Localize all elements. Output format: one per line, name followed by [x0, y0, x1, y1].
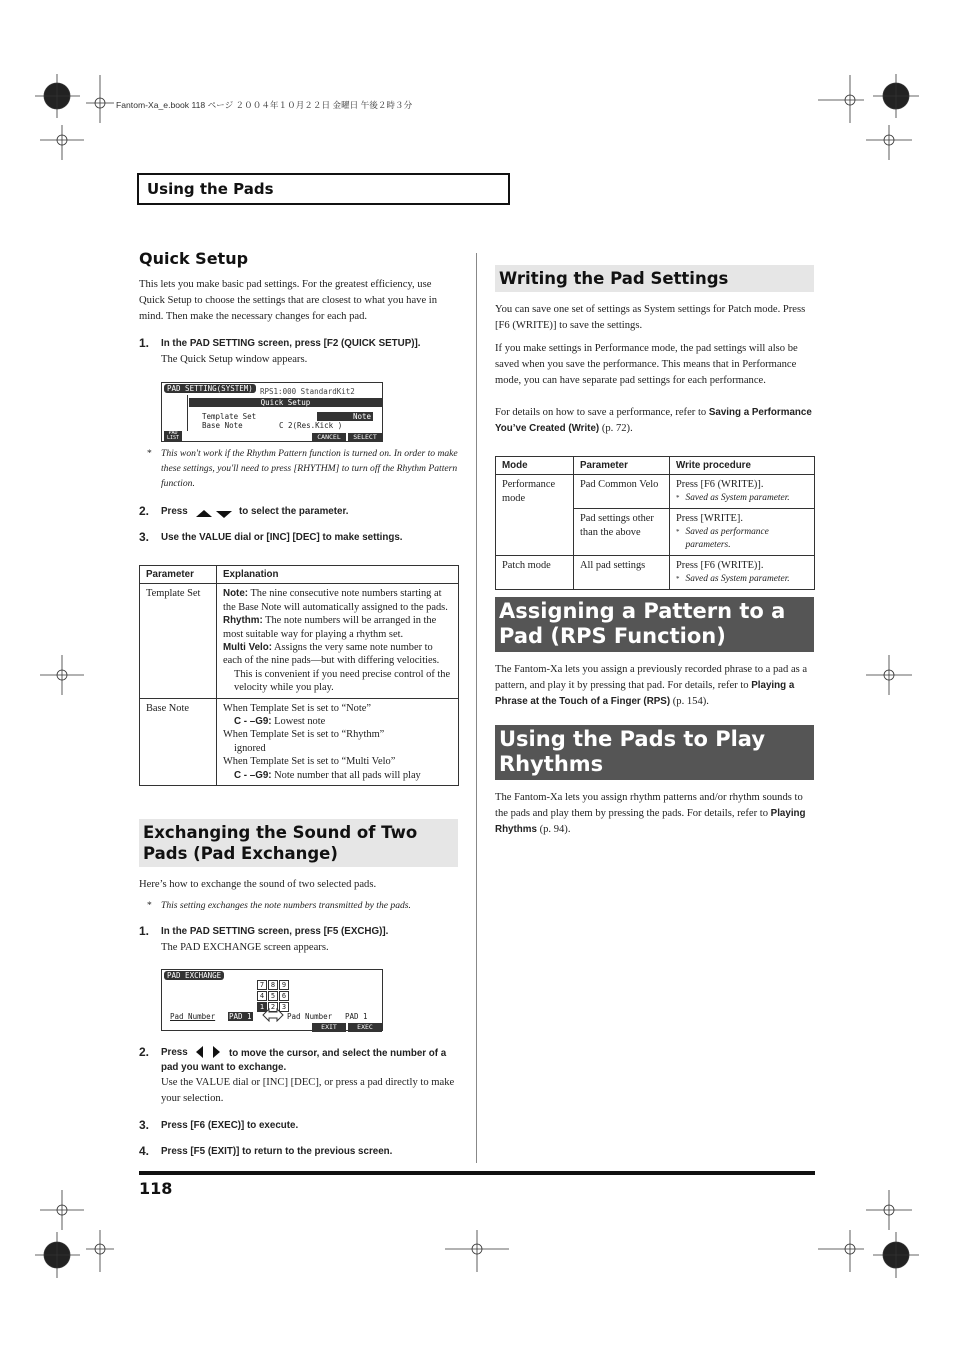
rps-p1: [495, 662, 813, 710]
label-multi-velo: Multi Velo:: [223, 642, 272, 654]
writing-p2: If you make settings in Performance mode, the pad settings will also be saved when you save the performance. This means that in Performance mode, you can have separate pad settings for each performance.: [495, 343, 798, 386]
quick-setup-heading: Quick Setup: [139, 249, 249, 268]
qs-step2-b: to select the parameter.: [239, 506, 349, 517]
wt-r2-param: Pad settings other than the above: [574, 509, 670, 556]
qs-table-r1-expl: [217, 584, 459, 698]
chapter-title: Using the Pads: [147, 180, 274, 198]
px-step2-b-text: to move the cursor, and select the number of a pad you want to exchange.: [161, 1048, 447, 1073]
px-step1-num: 1.: [139, 924, 150, 938]
qs-table-col-param: Parameter: [140, 566, 217, 584]
quick-setup-lcd: [161, 382, 383, 442]
proc-note: Saved as performance parameters.: [685, 526, 769, 551]
lcd-kit: RPS1:000 StandardKit2: [260, 387, 355, 396]
writing-p1: You can save one set of settings as System settings for Patch mode. Press [F6 (WRITE)] to save the settings.: [495, 304, 806, 331]
table-row: [140, 698, 459, 785]
qs-table-r2-expl: [217, 698, 459, 785]
px-note: This setting exchanges the note numbers transmitted by the pads.: [161, 900, 411, 911]
wt-perf-mode: Performance mode: [496, 475, 574, 556]
lcd-row1-label: Template Set: [202, 412, 257, 421]
proc-text: Press [F6 (WRITE)].: [676, 560, 764, 572]
pad-7[interactable]: 7: [257, 980, 267, 990]
px-step2-result: Use the VALUE dial or [INC] [DEC], or press a pad directly to make your selection.: [161, 1077, 455, 1104]
column-divider: [476, 253, 477, 1163]
qs-step1-num: 1.: [139, 336, 150, 350]
label-range: C - –G9:: [234, 769, 272, 781]
lcd-title: PAD EXCHANGE: [164, 971, 224, 980]
pad-3[interactable]: 3: [279, 1002, 289, 1012]
rhythms-p1-a: The Fantom-Xa lets you assign rhythm patterns and/or rhythm sounds to the pads and play them by pressing the pads. For details, refer to: [495, 792, 803, 819]
lcd-left-label: Pad Number: [170, 1012, 216, 1021]
lcd-right-value[interactable]: PAD 1: [345, 1012, 368, 1021]
table-row: [496, 556, 815, 590]
pad-exchange-heading: Exchanging the Sound of Two Pads (Pad Exchange): [139, 819, 458, 867]
lcd-row2-value[interactable]: C 2(Res.Kick ): [279, 421, 343, 430]
wt-r1-proc: [670, 475, 815, 509]
px-step3: Press [F6 (EXEC)] to execute.: [161, 1120, 299, 1131]
qs-step2-a: Press: [161, 506, 188, 517]
px-step4-num: 4.: [139, 1144, 150, 1158]
text-note: The nine consecutive note numbers starting at the Base Note will automatically assigned to the pads.: [223, 588, 448, 613]
rps-heading: Assigning a Pattern to a Pad (RPS Function): [495, 597, 814, 652]
lcd-left-value[interactable]: PAD 1: [229, 1012, 252, 1021]
px-step2-a: Press: [161, 1047, 188, 1058]
rps-p1-a: The Fantom-Xa lets you assign a previously recorded phrase to a pad as a pattern, and play it by pressing that pad. For details, refer to: [495, 664, 808, 691]
footer-rule: [139, 1171, 815, 1175]
wt-col-proc: Write procedure: [670, 457, 815, 475]
text-rhythm: The note numbers will be arranged in the most suitable way for playing a rhythm set.: [223, 615, 437, 640]
proc-note: Saved as System parameter.: [685, 492, 790, 503]
rhythms-heading: Using the Pads to Play Rhythms: [495, 725, 814, 780]
pad-2[interactable]: 2: [268, 1002, 278, 1012]
note-mark: *: [676, 493, 680, 502]
table-row: [140, 584, 459, 698]
pad-4[interactable]: 4: [257, 991, 267, 1001]
exchange-arrows-icon: [262, 1008, 284, 1022]
qs-step3-num: 3.: [139, 530, 150, 544]
rhythms-p1-c: (p. 94).: [536, 824, 571, 835]
qs-table-r2-param: Base Note: [140, 698, 217, 785]
note-mark: *: [676, 574, 680, 583]
wt-r3-param: All pad settings: [574, 556, 670, 590]
text-multi-velo-extra: This is convenient if you need precise control of the velocity while you play.: [234, 668, 451, 694]
pad-exchange-lcd: [161, 969, 383, 1031]
rhythms-p1-link: Playing Rhythms: [495, 808, 806, 835]
rps-p1-link: Playing a Phrase at the Touch of a Finger (RPS): [495, 680, 795, 707]
quick-setup-intro: This lets you make basic pad settings. For the greatest efficiency, use Quick Setup to choose the settings that are closest to what you have in mind. Then make the necessary changes for each pad.: [139, 279, 438, 322]
text-range: Note number that all pads will play: [271, 769, 421, 781]
qs-table-col-expl: Explanation: [217, 566, 459, 584]
wt-col-param: Parameter: [574, 457, 670, 475]
px-step2-b: [161, 1047, 461, 1075]
qs-step1-result: The Quick Setup window appears.: [161, 354, 308, 365]
px-step3-num: 3.: [139, 1118, 150, 1132]
writing-p3-c: (p. 72).: [599, 423, 633, 434]
px-step1: In the PAD SETTING screen, press [F5 (EXCHG)].: [161, 926, 389, 937]
px-step2-num: 2.: [139, 1045, 150, 1059]
write-procedure-table: [495, 456, 815, 590]
text-line: When Template Set is set to “Note”: [223, 702, 371, 714]
text-line: ignored: [234, 742, 266, 754]
px-intro: Here’s how to exchange the sound of two selected pads.: [139, 879, 377, 890]
qs-note-mark: *: [147, 448, 152, 459]
lcd-side-strip: [182, 395, 188, 431]
label-rhythm: Rhythm:: [223, 615, 263, 627]
qs-note: This won't work if the Rhythm Pattern function is turned on. In order to make these settings, you'll need to press [RHYTHM] to turn off the Rhythm Pattern function.: [161, 448, 458, 489]
lcd-side-label[interactable]: PAD LIST: [164, 431, 182, 441]
qs-step3: Use the VALUE dial or [INC] [DEC] to make settings.: [161, 532, 403, 543]
px-step4: Press [F5 (EXIT)] to return to the previous screen.: [161, 1146, 393, 1157]
wt-col-mode: Mode: [496, 457, 574, 475]
cursor-up-down-icon: [194, 507, 234, 519]
lcd-title: PAD SETTING(SYSTEM): [164, 384, 256, 393]
pad-1[interactable]: 1: [257, 1002, 267, 1012]
wt-patch-mode: Patch mode: [496, 556, 574, 590]
qs-step2-num: 2.: [139, 504, 150, 518]
lcd-cancel-button[interactable]: CANCEL: [312, 433, 346, 442]
lcd-exec-button[interactable]: EXEC: [348, 1023, 382, 1032]
rps-p1-c: (p. 154).: [670, 696, 709, 707]
chapter-title-box: [137, 173, 510, 205]
lcd-row1-value[interactable]: Note: [317, 412, 373, 421]
wt-r3-proc: [670, 556, 815, 590]
proc-text: Press [F6 (WRITE)].: [676, 479, 764, 491]
rhythms-p1: [495, 790, 813, 838]
proc-note: Saved as System parameter.: [685, 573, 790, 584]
lcd-right-label: Pad Number: [287, 1012, 333, 1021]
px-note-mark: *: [147, 900, 152, 911]
text-multi-velo: Assigns the very same note number to each of the nine pads—but with differing velocities.: [223, 642, 440, 667]
qs-table-r1-param: Template Set: [140, 584, 217, 698]
lcd-row2-label: Base Note: [202, 421, 243, 430]
text-range: Lowest note: [271, 716, 326, 728]
text-line: When Template Set is set to “Multi Velo”: [223, 756, 396, 768]
pad-6[interactable]: 6: [279, 991, 289, 1001]
lcd-select-button[interactable]: SELECT: [348, 433, 382, 442]
writing-heading: Writing the Pad Settings: [495, 265, 814, 292]
page-number: 118: [139, 1179, 173, 1198]
writing-p3: [495, 405, 813, 437]
header-meta: Fantom-Xa_e.book 118 ページ ２００４年１０月２２日 金曜日 午後２時３分: [116, 100, 413, 110]
lcd-exit-button[interactable]: EXIT: [312, 1023, 346, 1032]
wt-r2-proc: [670, 509, 815, 556]
label-range: C - –G9:: [234, 716, 272, 728]
writing-p3-link: Saving a Performance You’ve Created (Write): [495, 407, 812, 434]
qs-step1: In the PAD SETTING screen, press [F2 (QUICK SETUP)].: [161, 338, 421, 349]
text-line: When Template Set is set to “Rhythm”: [223, 729, 385, 741]
pad-8[interactable]: 8: [268, 980, 278, 990]
proc-text: Press [WRITE].: [676, 513, 743, 525]
writing-p3-a: For details on how to save a performance, refer to: [495, 407, 709, 418]
px-step1-result: The PAD EXCHANGE screen appears.: [161, 942, 329, 953]
pad-5[interactable]: 5: [268, 991, 278, 1001]
lcd-window-title: Quick Setup: [189, 398, 382, 407]
note-mark: *: [676, 527, 680, 536]
quick-setup-table: [139, 565, 459, 786]
label-note: Note:: [223, 588, 249, 600]
pad-9[interactable]: 9: [279, 980, 289, 990]
wt-r1-param: Pad Common Velo: [574, 475, 670, 509]
table-row: [496, 475, 815, 509]
